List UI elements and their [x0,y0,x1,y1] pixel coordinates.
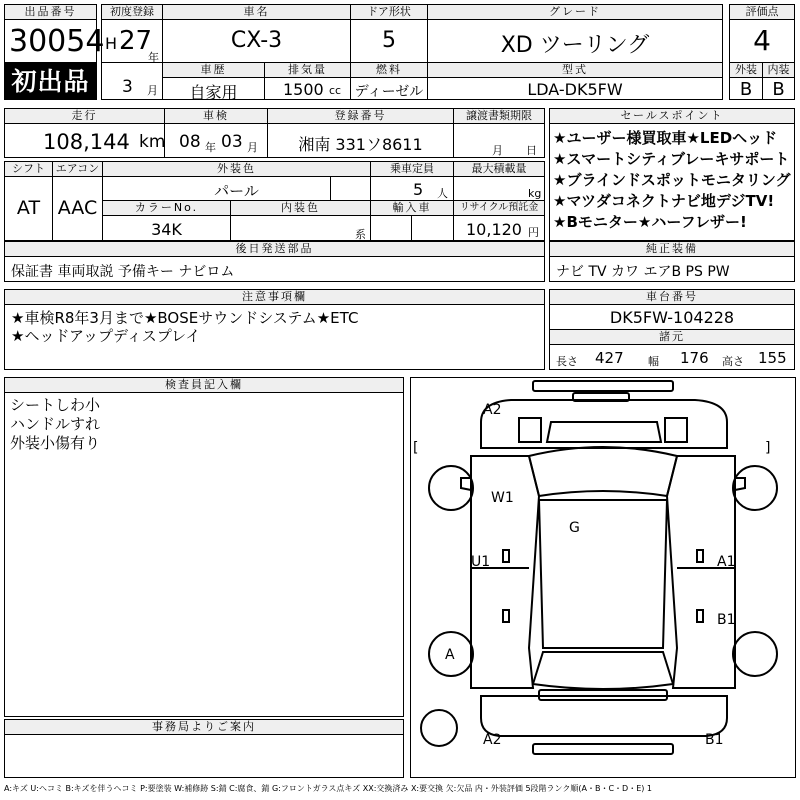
displacement-unit: cc [329,84,342,97]
grade-label: グレード [427,4,723,20]
reg-year: 27 [119,26,153,56]
capacity-label: 乗車定員 [370,161,454,177]
inspector-line: シートしわ小 [10,396,101,414]
ext-score-label: 外装 [729,62,763,78]
mark-rear-right: B1 [705,732,724,748]
sales-point-line: ★マツダコネクトナビ地デジTV! [553,192,775,210]
capacity-box [370,176,454,201]
inspector-label: 検査員記入欄 [4,377,404,393]
interior-color-box [230,215,371,241]
recycle-value: 10,120 [466,220,522,239]
mileage-box [4,123,165,158]
lot-label: 出品番号 [4,4,97,20]
plate-value: 湘南 331ソ8611 [298,135,423,154]
color-no-value: 34K [151,220,182,239]
legend: A:キズ U:ヘコミ B:キズを伴うヘコミ P:要塗装 W:補修跡 S:錆 C:腐食、錆 G:フロントガラス点キズ XX:交換済み X:要交換 欠:欠品 内・外装評価 5段階ランク順(A・B・C・D・E) 1 [4,784,653,793]
mileage-label: 走行 [4,108,165,124]
max-load-label: 最大積載量 [453,161,545,177]
inspection-label: 車検 [164,108,268,124]
capacity-unit: 人 [437,187,448,200]
length-value: 427 [595,349,624,367]
door-label: ドア形状 [350,4,428,20]
recycle-label: リサイクル預託金 [453,200,545,216]
office-box [4,734,404,778]
shift-label: シフト [4,161,53,177]
ext-score-box [729,77,763,100]
shift-box [4,176,53,241]
chassis-label: 車台番号 [549,289,795,305]
hood-outline [481,400,727,448]
door-box [350,19,428,63]
model-code-value: LDA-DK5FW [527,80,623,99]
reg-month: 3 [122,77,133,97]
lot-number: 30054 [9,24,105,59]
month-unit: 月 [147,84,158,97]
import-spacer [370,215,412,241]
right-mirror [735,478,745,490]
chassis-box [549,304,795,330]
sales-point-line: ★ブラインドスポットモニタリング [553,171,791,189]
ext-score-value: B [739,79,753,100]
later-parts-box [4,256,545,282]
model-code-box [427,77,723,100]
front-bumper [533,381,673,391]
mileage-unit: km [139,132,166,152]
model-code-label: 型式 [427,62,723,78]
interior-color-unit: 系 [355,228,366,241]
chassis-value: DK5FW-104228 [609,308,735,327]
inspection-month-unit: 月 [247,141,258,154]
score-box [729,19,795,63]
rear-outline [481,696,727,736]
right-side-outline [667,456,735,688]
fuel-value: ディーゼル [354,84,424,100]
interior-color-label: 内装色 [230,200,371,216]
exterior-color-label: 外装色 [102,161,371,177]
width-value: 176 [680,349,709,367]
left-rear-handle [503,610,509,622]
equipment-box [549,256,795,282]
hood-panel [547,422,661,442]
aircon-value: AAC [57,197,98,219]
inspection-year-unit: 年 [205,141,216,154]
lot-number-box [4,19,105,63]
equipment-label: 純正装備 [549,241,795,257]
int-score-label: 内装 [762,62,795,78]
bracket-open: [ [413,440,419,456]
height-value: 155 [758,349,787,367]
rear-bumper [533,744,673,754]
model-label: 車名 [162,4,351,20]
displacement-box [264,77,351,100]
first-listing-badge [4,63,97,100]
front-left-tire [429,466,473,510]
max-load-box [453,176,545,201]
car-diagram-svg [411,378,795,777]
office-label: 事務局よりご案内 [4,719,404,735]
mark-windshield: W1 [491,490,514,506]
transfer-box [453,123,545,158]
sales-points-box [549,123,795,241]
transfer-label: 譲渡書類期限 [453,108,545,124]
inspection-box [164,123,268,158]
exterior-color-value: パール [214,182,259,200]
history-box [162,77,265,100]
displacement-value: 1500 [283,80,324,99]
car-diagram [410,377,796,778]
transfer-day-unit: 日 [526,144,537,157]
right-rear-handle [697,610,703,622]
first-listing-text: 初出品 [11,67,90,96]
capacity-value: 5 [413,180,424,199]
model-box [162,19,351,63]
inspector-line: 外装小傷有り [10,434,101,452]
mark-rear-left: A2 [483,732,502,748]
sales-point-line: ★Bモニター★ハーフレザー! [553,213,747,231]
mark-right-door-rear: B1 [717,612,736,628]
mark-front-left: A2 [483,402,502,418]
color-no-label: カラーNo. [102,200,231,216]
roof-outline [539,500,667,648]
aircon-box [52,176,103,241]
rear-right-tire [733,632,777,676]
recycle-box [453,215,545,241]
import-label: 輸入車 [370,200,454,216]
displacement-label: 排気量 [264,62,351,78]
recycle-unit: 円 [528,226,539,239]
inspection-month: 03 [221,132,243,152]
transfer-month-unit: 月 [492,144,503,157]
front-right-tire [733,466,777,510]
specs-box [549,344,795,370]
width-label: 幅 [648,355,659,368]
mark-left-door: U1 [471,554,491,570]
inspection-year: 08 [179,132,201,152]
spare-tire [421,710,457,746]
caution-line: ★車検R8年3月まで★BOSEサウンドシステム★ETC [11,309,359,327]
caution-line: ★ヘッドアップディスプレイ [11,327,201,345]
sales-point-line: ★ユーザー様買取車★LEDヘッド [553,129,778,147]
inspector-line: ハンドルすれ [10,415,101,433]
headlight-left [519,418,541,442]
model-value: CX-3 [230,28,283,53]
year-unit: 年 [148,51,159,64]
door-value: 5 [382,28,396,53]
max-load-unit: kg [528,187,542,200]
height-label: 高さ [722,355,744,368]
first-reg-box [101,19,163,63]
history-label: 車歴 [162,62,265,78]
first-reg-label: 初度登録 [101,4,163,20]
left-mirror [461,478,471,490]
caution-label: 注意事項欄 [4,289,545,305]
mileage-value: 108,144 [43,130,130,154]
inspector-box [4,392,404,717]
era: H [105,34,118,53]
shift-value: AT [16,197,41,219]
specs-label: 諸元 [549,329,795,345]
later-parts-value: 保証書 車両取説 予備キー ナビロム [11,264,235,280]
score-value: 4 [753,24,771,57]
sales-points-label: セールスポイント [549,108,795,124]
rear-window-outline [533,652,673,689]
int-score-value: B [772,79,785,100]
int-score-box [762,77,795,100]
score-label: 評価点 [729,4,795,20]
mark-right-door-front: A1 [717,554,736,570]
length-label: 長さ [556,355,578,368]
reg-month-box [101,62,163,100]
windshield-outline [529,447,677,496]
grade-value: XD ツーリング [500,33,650,58]
right-front-handle [697,550,703,562]
equipment-value: ナビ TV カワ エアB PS PW [556,264,730,280]
aircon-label: エアコン [52,161,103,177]
mark-left-tire: A [445,647,455,663]
sales-point-line: ★スマートシティブレーキサポート [553,150,790,168]
plate-box [267,123,454,158]
headlight-right [665,418,687,442]
grade-box [427,19,723,63]
left-front-handle [503,550,509,562]
plate-label: 登録番号 [267,108,454,124]
history-value: 自家用 [189,83,238,102]
fuel-box [350,77,428,100]
caution-box [4,304,545,370]
color-no-box [102,215,231,241]
fuel-label: 燃料 [350,62,428,78]
later-parts-label: 後日発送部品 [4,241,545,257]
mark-roof: G [569,520,580,536]
bracket-close: ] [765,440,771,456]
exterior-color-spacer [330,176,371,201]
